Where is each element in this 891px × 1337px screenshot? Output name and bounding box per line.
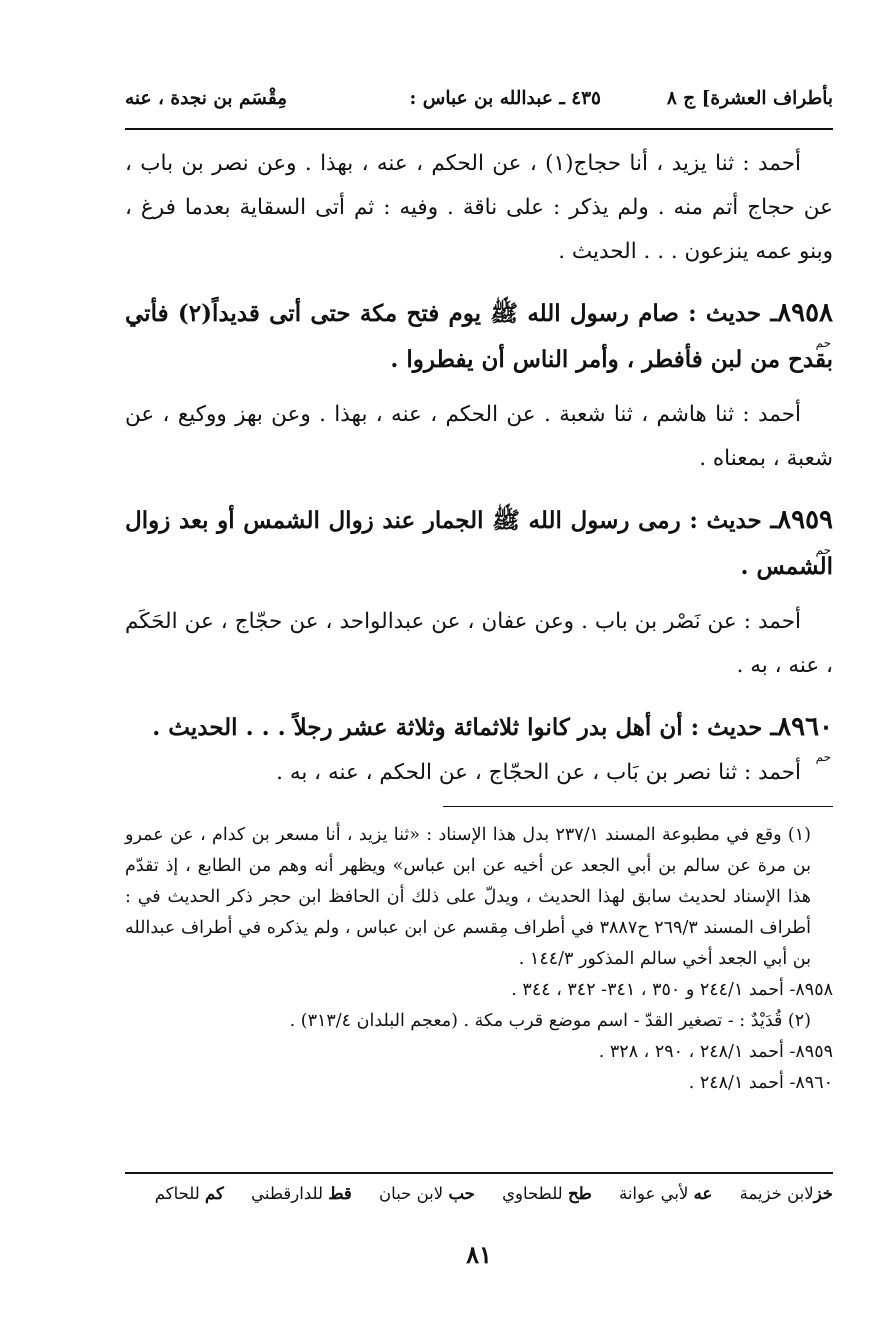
header-subject: مِقْسَم بن نجدة ، عنه <box>125 88 288 109</box>
entry-number: ٨٩٦٠ <box>777 712 833 742</box>
isnad-paragraph: أحمد : ثنا يزيد ، أنا حجاج(١) ، عن الحكم ، عنه ، بهذا . وعن نصر بن باب ، عن حجاج أتم منه . ولم يذكر : على ناقة . وفيه : ثم أتى السقاية بعدما فرغ ، وبنو عمه ينزعون . . . الحديث . <box>125 151 833 264</box>
source-siglum: حم <box>815 543 831 557</box>
abbr-item: طح للطحاوي <box>502 1184 592 1203</box>
footnote-1: (١) وقع في مطبوعة المسند ٢٣٧/١ بدل هذا الإسناد : «ثنا يزيد ، أنا مسعر بن كدام ، عن عمرو بن مرة عن سالم بن أبي الجعد عن أخيه عن ابن عباس» ويظهر أنه وهم من الطابع ، إذ تقدّم هذا الإسناد لحديث سابق لهذا الحديث ، ويدلّ على ذلك أن الحافظ ابن حجر ذكر الحديث في : أطراف المسند ٢٦٩/٣ ح٣٨٨٧ في أطراف مِقسم عن ابن عباس ، ولم يذكره في أطراف عبدالله بن أبي الجعد أخي سالم المذكور ١٤٤/٣ . <box>125 825 812 969</box>
book-page <box>125 0 833 1337</box>
abbr-item: خزلابن خزيمة <box>739 1184 833 1203</box>
isnad-paragraph: أحمد : ثنا نصر بن بَاب ، عن الحجّاج ، عن الحكم ، عنه ، به . <box>276 760 801 785</box>
footnote-rule <box>443 806 833 807</box>
entry-number: ٨٩٥٩ <box>777 505 833 535</box>
header-volume: بأطراف العشرة] ج ٨ <box>666 88 833 109</box>
header-chapter: ٤٣٥ ـ عبدالله بن عباس : <box>409 88 601 109</box>
isnad-paragraph: أحمد : عن نَصْر بن باب . وعن عفان ، عن عبدالواحد ، عن حجّاج ، عن الحَكَم ، عنه ، به . <box>125 609 833 678</box>
reference-8959: ٨٩٥٩- أحمد ٢٤٨/١ ، ٢٩٠ ، ٣٢٨ . <box>598 1042 833 1062</box>
reference-8958: ٨٩٥٨- أحمد ٢٤٤/١ و ٣٥٠ ، ٣٤١- ٣٤٢ ، ٣٤٤ . <box>511 980 833 1000</box>
entry-number: ٨٩٥٨ <box>777 298 833 328</box>
main-text <box>125 142 833 795</box>
abbr-item: كم للحاكم <box>154 1184 224 1203</box>
footnotes <box>125 820 833 1099</box>
abbr-item: قط للدارقطني <box>251 1184 352 1203</box>
footnote-2: (٢) قُدَيْدٌ : - تصغير القدّ - اسم موضع قرب مكة . (معجم البلدان ٣١٣/٤) . <box>289 1011 811 1031</box>
entry-text: ـ حديث : صام رسول الله ﷺ يوم فتح مكة حتى أتى قديداً(٢) فأتي بقدح من لبن فأفطر ، وأمر الناس أن يفطروا . <box>125 300 833 373</box>
isnad-paragraph: أحمد : ثنا هاشم ، ثنا شعبة . عن الحكم ، عنه ، بهذا . وعن بهز ووكيع ، عن شعبة ، بمعناه . <box>125 402 833 471</box>
reference-8960: ٨٩٦٠- أحمد ٢٤٨/١ . <box>688 1073 833 1093</box>
entry-text: ـ حديث : أن أهل بدر كانوا ثلاثمائة وثلاثة عشر رجلاً . . . الحديث . <box>152 714 778 741</box>
abbreviations-rule <box>125 1172 833 1174</box>
hadith-entry-8959 <box>125 497 833 590</box>
running-header <box>125 80 833 120</box>
page-number: ٨١ <box>466 1240 492 1269</box>
entry-text: ـ حديث : رمى رسول الله ﷺ الجمار عند زوال الشمس أو بعد زوال الشمس . <box>125 507 833 580</box>
source-siglum: حم <box>815 336 831 350</box>
abbr-item: حب لابن حبان <box>379 1184 475 1203</box>
abbr-item: عه لأبي عوانة <box>618 1184 713 1203</box>
abbreviations-key <box>125 1184 833 1203</box>
source-siglum: حم <box>815 750 831 764</box>
hadith-entry-8960 <box>125 704 833 764</box>
hadith-entry-8958 <box>125 290 833 383</box>
header-rule <box>125 128 833 130</box>
